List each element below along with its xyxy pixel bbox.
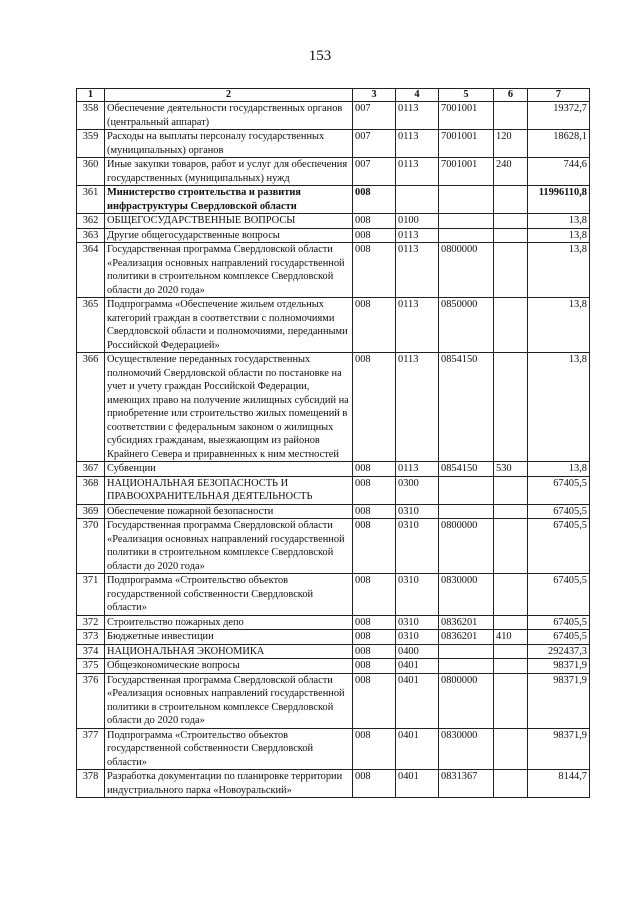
row-section-code: 0100 xyxy=(396,214,439,229)
row-name: Иные закупки товаров, работ и услуг для обеспечения государственных (муниципальных) нужд xyxy=(105,158,353,186)
table-row xyxy=(77,504,590,519)
row-number: 375 xyxy=(77,659,105,674)
row-number: 369 xyxy=(77,504,105,519)
row-target-code: 0800000 xyxy=(439,243,494,298)
row-section-code: 0113 xyxy=(396,102,439,130)
row-target-code xyxy=(439,186,494,214)
row-expense-type-code xyxy=(494,770,528,798)
row-amount: 98371,9 xyxy=(528,659,590,674)
row-target-code: 0836201 xyxy=(439,630,494,645)
row-target-code: 0836201 xyxy=(439,615,494,630)
row-amount: 18628,1 xyxy=(528,130,590,158)
row-ministry-code: 008 xyxy=(353,630,396,645)
row-amount: 11996110,8 xyxy=(528,186,590,214)
row-ministry-code: 008 xyxy=(353,659,396,674)
row-section-code xyxy=(396,186,439,214)
table-row xyxy=(77,644,590,659)
row-name: НАЦИОНАЛЬНАЯ БЕЗОПАСНОСТЬ И ПРАВООХРАНИТЕЛЬНАЯ ДЕЯТЕЛЬНОСТЬ xyxy=(105,476,353,504)
row-name: Осуществление переданных государственных полномочий Свердловской области по постановке на учет и учету граждан Российской Федерации, имеющих право на получение жилищных субсидий на приобретение или строительство жилых помещений в соответствии с федеральным законом о жилищных субсидиях гражданам, выезжающим из районов Крайнего Севера и приравненных к ним местностей xyxy=(105,353,353,462)
table-row xyxy=(77,243,590,298)
row-target-code: 0831367 xyxy=(439,770,494,798)
row-number: 370 xyxy=(77,519,105,574)
row-amount: 67405,5 xyxy=(528,574,590,616)
budget-table xyxy=(76,88,590,798)
row-expense-type-code xyxy=(494,673,528,728)
table-row xyxy=(77,130,590,158)
column-header: 6 xyxy=(494,89,528,102)
table-row xyxy=(77,673,590,728)
row-expense-type-code xyxy=(494,214,528,229)
row-amount: 67405,5 xyxy=(528,615,590,630)
row-name: Государственная программа Свердловской области «Реализация основных направлений государственной политики в строительном комплексе Свердловской области до 2020 года» xyxy=(105,243,353,298)
row-number: 372 xyxy=(77,615,105,630)
row-ministry-code: 008 xyxy=(353,644,396,659)
row-expense-type-code xyxy=(494,102,528,130)
row-expense-type-code xyxy=(494,186,528,214)
row-expense-type-code: 530 xyxy=(494,462,528,477)
row-section-code: 0113 xyxy=(396,353,439,462)
row-number: 367 xyxy=(77,462,105,477)
page-number: 153 xyxy=(308,48,332,64)
row-number: 362 xyxy=(77,214,105,229)
row-amount: 98371,9 xyxy=(528,673,590,728)
row-ministry-code: 008 xyxy=(353,298,396,353)
row-amount: 13,8 xyxy=(528,353,590,462)
table-row xyxy=(77,728,590,770)
table-row xyxy=(77,298,590,353)
row-section-code: 0113 xyxy=(396,228,439,243)
table-row xyxy=(77,228,590,243)
row-target-code xyxy=(439,659,494,674)
row-number: 378 xyxy=(77,770,105,798)
row-name: Обеспечение пожарной безопасности xyxy=(105,504,353,519)
row-number: 363 xyxy=(77,228,105,243)
row-ministry-code: 008 xyxy=(353,228,396,243)
row-name: Государственная программа Свердловской области «Реализация основных направлений государственной политики в строительном комплексе Свердловской области до 2020 года» xyxy=(105,673,353,728)
column-header: 7 xyxy=(528,89,590,102)
row-expense-type-code xyxy=(494,519,528,574)
row-ministry-code: 008 xyxy=(353,353,396,462)
row-number: 371 xyxy=(77,574,105,616)
row-target-code: 0800000 xyxy=(439,673,494,728)
row-section-code: 0310 xyxy=(396,574,439,616)
column-header: 3 xyxy=(353,89,396,102)
row-expense-type-code xyxy=(494,644,528,659)
row-target-code: 0830000 xyxy=(439,728,494,770)
table-row xyxy=(77,519,590,574)
row-section-code: 0310 xyxy=(396,519,439,574)
column-header: 1 xyxy=(77,89,105,102)
row-target-code xyxy=(439,228,494,243)
row-number: 358 xyxy=(77,102,105,130)
row-section-code: 0401 xyxy=(396,728,439,770)
row-target-code: 7001001 xyxy=(439,158,494,186)
table-row xyxy=(77,615,590,630)
row-name: Подпрограмма «Строительство объектов государственной собственности Свердловской области» xyxy=(105,728,353,770)
table-row xyxy=(77,659,590,674)
row-name: Строительство пожарных депо xyxy=(105,615,353,630)
row-expense-type-code: 410 xyxy=(494,630,528,645)
row-name: Общеэкономические вопросы xyxy=(105,659,353,674)
row-target-code xyxy=(439,504,494,519)
row-ministry-code: 008 xyxy=(353,519,396,574)
table-row xyxy=(77,214,590,229)
row-section-code: 0401 xyxy=(396,673,439,728)
row-ministry-code: 008 xyxy=(353,615,396,630)
row-name: Подпрограмма «Обеспечение жильем отдельных категорий граждан в соответствии с полномочиями Свердловской области и полномочиями, переданными Российской Федерацией» xyxy=(105,298,353,353)
row-expense-type-code xyxy=(494,659,528,674)
row-ministry-code: 007 xyxy=(353,102,396,130)
row-target-code: 0850000 xyxy=(439,298,494,353)
row-number: 373 xyxy=(77,630,105,645)
row-target-code: 0854150 xyxy=(439,462,494,477)
row-ministry-code: 008 xyxy=(353,214,396,229)
row-amount: 67405,5 xyxy=(528,630,590,645)
row-expense-type-code xyxy=(494,298,528,353)
row-number: 365 xyxy=(77,298,105,353)
row-amount: 19372,7 xyxy=(528,102,590,130)
row-number: 360 xyxy=(77,158,105,186)
row-expense-type-code xyxy=(494,615,528,630)
row-ministry-code: 007 xyxy=(353,130,396,158)
table-row xyxy=(77,770,590,798)
row-name: НАЦИОНАЛЬНАЯ ЭКОНОМИКА xyxy=(105,644,353,659)
row-section-code: 0113 xyxy=(396,158,439,186)
row-target-code: 0800000 xyxy=(439,519,494,574)
row-amount: 67405,5 xyxy=(528,519,590,574)
row-number: 364 xyxy=(77,243,105,298)
row-amount: 8144,7 xyxy=(528,770,590,798)
row-number: 366 xyxy=(77,353,105,462)
row-section-code: 0113 xyxy=(396,130,439,158)
row-section-code: 0400 xyxy=(396,644,439,659)
row-section-code: 0401 xyxy=(396,770,439,798)
row-section-code: 0310 xyxy=(396,615,439,630)
row-amount: 13,8 xyxy=(528,462,590,477)
row-target-code: 0830000 xyxy=(439,574,494,616)
row-ministry-code: 008 xyxy=(353,504,396,519)
row-expense-type-code: 240 xyxy=(494,158,528,186)
table-row xyxy=(77,630,590,645)
row-section-code: 0300 xyxy=(396,476,439,504)
row-number: 374 xyxy=(77,644,105,659)
row-amount: 67405,5 xyxy=(528,476,590,504)
row-name: Разработка документации по планировке территории индустриального парка «Новоуральский» xyxy=(105,770,353,798)
row-number: 368 xyxy=(77,476,105,504)
row-ministry-code: 008 xyxy=(353,728,396,770)
table-row xyxy=(77,102,590,130)
row-ministry-code: 007 xyxy=(353,158,396,186)
row-name: Министерство строительства и развития инфраструктуры Свердловской области xyxy=(105,186,353,214)
row-section-code: 0113 xyxy=(396,243,439,298)
table-row xyxy=(77,186,590,214)
row-ministry-code: 008 xyxy=(353,186,396,214)
row-name: Другие общегосударственные вопросы xyxy=(105,228,353,243)
row-expense-type-code xyxy=(494,353,528,462)
column-header: 5 xyxy=(439,89,494,102)
row-name: Обеспечение деятельности государственных органов (центральный аппарат) xyxy=(105,102,353,130)
row-name: Расходы на выплаты персоналу государственных (муниципальных) органов xyxy=(105,130,353,158)
column-header: 4 xyxy=(396,89,439,102)
table-row xyxy=(77,574,590,616)
row-number: 359 xyxy=(77,130,105,158)
row-section-code: 0113 xyxy=(396,462,439,477)
table-body xyxy=(77,102,590,798)
row-expense-type-code xyxy=(494,504,528,519)
row-number: 376 xyxy=(77,673,105,728)
row-ministry-code: 008 xyxy=(353,462,396,477)
table-row xyxy=(77,462,590,477)
table-row xyxy=(77,476,590,504)
row-target-code xyxy=(439,644,494,659)
table-row xyxy=(77,158,590,186)
row-target-code: 7001001 xyxy=(439,102,494,130)
table-header-row xyxy=(77,89,590,102)
row-section-code: 0401 xyxy=(396,659,439,674)
row-amount: 292437,3 xyxy=(528,644,590,659)
row-amount: 67405,5 xyxy=(528,504,590,519)
row-expense-type-code xyxy=(494,476,528,504)
row-target-code xyxy=(439,476,494,504)
row-amount: 98371,9 xyxy=(528,728,590,770)
row-expense-type-code xyxy=(494,728,528,770)
row-ministry-code: 008 xyxy=(353,673,396,728)
row-amount: 13,8 xyxy=(528,298,590,353)
row-expense-type-code xyxy=(494,574,528,616)
row-expense-type-code xyxy=(494,243,528,298)
row-amount: 13,8 xyxy=(528,214,590,229)
row-amount: 744,6 xyxy=(528,158,590,186)
row-ministry-code: 008 xyxy=(353,770,396,798)
row-name: Государственная программа Свердловской области «Реализация основных направлений государственной политики в строительном комплексе Свердловской области до 2020 года» xyxy=(105,519,353,574)
row-number: 361 xyxy=(77,186,105,214)
row-name: Бюджетные инвестиции xyxy=(105,630,353,645)
row-section-code: 0113 xyxy=(396,298,439,353)
table-row xyxy=(77,353,590,462)
row-expense-type-code: 120 xyxy=(494,130,528,158)
row-ministry-code: 008 xyxy=(353,476,396,504)
row-number: 377 xyxy=(77,728,105,770)
row-target-code: 0854150 xyxy=(439,353,494,462)
row-name: Субвенции xyxy=(105,462,353,477)
row-section-code: 0310 xyxy=(396,504,439,519)
row-section-code: 0310 xyxy=(396,630,439,645)
row-ministry-code: 008 xyxy=(353,574,396,616)
row-ministry-code: 008 xyxy=(353,243,396,298)
row-amount: 13,8 xyxy=(528,228,590,243)
column-header: 2 xyxy=(105,89,353,102)
row-target-code xyxy=(439,214,494,229)
row-name: Подпрограмма «Строительство объектов государственной собственности Свердловской области» xyxy=(105,574,353,616)
row-target-code: 7001001 xyxy=(439,130,494,158)
row-name: ОБЩЕГОСУДАРСТВЕННЫЕ ВОПРОСЫ xyxy=(105,214,353,229)
row-expense-type-code xyxy=(494,228,528,243)
row-amount: 13,8 xyxy=(528,243,590,298)
